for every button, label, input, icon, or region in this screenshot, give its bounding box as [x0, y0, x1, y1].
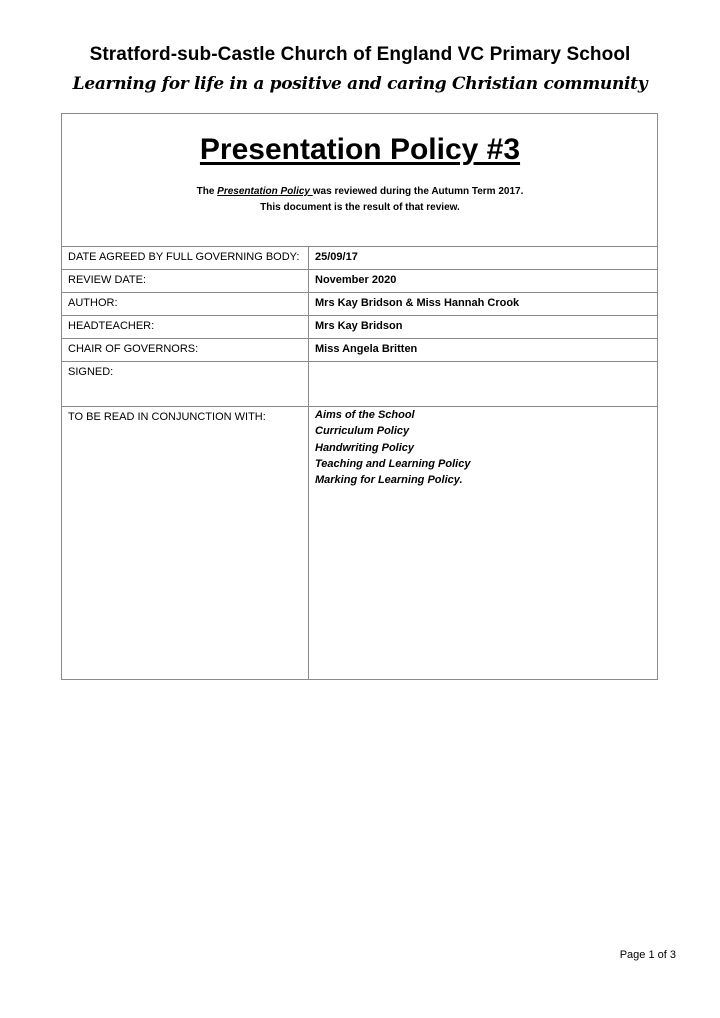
chair-of-governors-label: CHAIR OF GOVERNORS:	[68, 343, 199, 355]
review-suffix: was reviewed during the Autumn Term 2017.	[312, 186, 524, 197]
date-agreed-value: 25/09/17	[315, 251, 358, 263]
list-item: Aims of the School	[315, 409, 415, 421]
review-date-value: November 2020	[315, 274, 397, 286]
author-label: AUTHOR:	[68, 297, 118, 309]
review-statement-line2: This document is the result of that review.	[260, 202, 460, 213]
review-policy-name: Presentation Policy	[217, 186, 313, 197]
table-rule	[61, 315, 658, 316]
read-with-list	[315, 407, 470, 488]
table-column-divider	[308, 246, 309, 680]
author-value: Mrs Kay Bridson & Miss Hannah Crook	[315, 297, 520, 309]
headteacher-label: HEADTEACHER:	[68, 320, 155, 332]
policy-title: Presentation Policy #3	[199, 133, 521, 166]
review-statement	[0, 186, 720, 197]
chair-of-governors-value: Miss Angela Britten	[315, 343, 418, 355]
signed-label: SIGNED:	[68, 366, 114, 378]
list-item: Marking for Learning Policy.	[315, 474, 463, 487]
list-item: Teaching and Learning Policy	[315, 457, 471, 470]
date-agreed-label: DATE AGREED BY FULL GOVERNING BODY:	[68, 251, 300, 263]
school-motto: Learning for life in a positive and caring Christian community	[72, 74, 648, 94]
list-item: Handwriting Policy	[315, 441, 415, 454]
school-name: Stratford-sub-Castle Church of England VC Primary School	[89, 44, 631, 65]
review-prefix: The	[196, 186, 218, 197]
policy-frame	[61, 113, 658, 680]
table-rule	[61, 269, 658, 270]
table-rule	[61, 292, 658, 293]
table-rule	[61, 246, 658, 247]
page-number: Page 1 of 3	[619, 949, 676, 961]
table-rule	[61, 338, 658, 339]
list-item: Curriculum Policy	[315, 425, 410, 438]
headteacher-value: Mrs Kay Bridson	[315, 320, 403, 332]
review-date-label: REVIEW DATE:	[68, 274, 147, 286]
table-rule	[61, 361, 658, 362]
read-with-label: TO BE READ IN CONJUNCTION WITH:	[68, 411, 266, 423]
